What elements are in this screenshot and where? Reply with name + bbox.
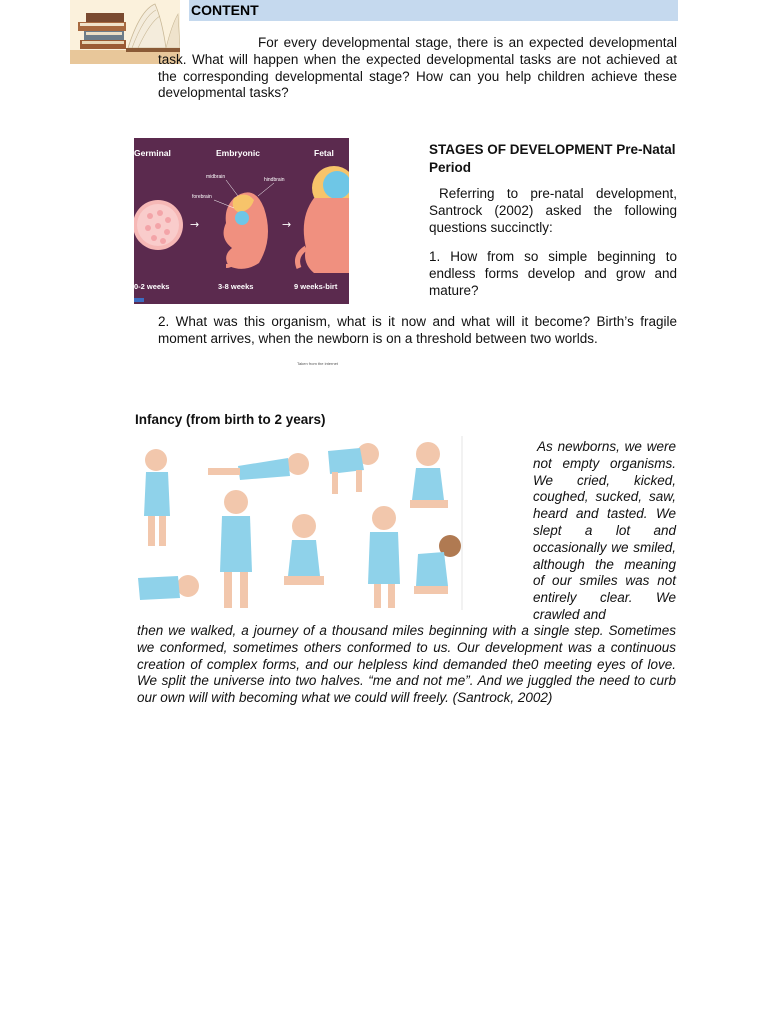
stage-weeks-fetal: 9 weeks-birt bbox=[294, 282, 338, 291]
embryo-part-hindbrain: hindbrain bbox=[264, 177, 285, 183]
svg-text:→: → bbox=[282, 218, 292, 231]
image-caption: Taken from the internet bbox=[297, 361, 338, 366]
question-2: 2. What was this organism, what is it now and what will it become? Birth’s fragile moment arrives, when the newborn is on a threshold between two worlds. bbox=[158, 314, 677, 346]
intro-text: For every developmental stage, there is an expected developmental task. What will happen when the expected developmental tasks are not achieved at the corresponding developmental stage? How can you help children achieve these developmental tasks? bbox=[158, 35, 677, 101]
stages-heading bbox=[429, 141, 679, 176]
stages-heading-text: STAGES OF DEVELOPMENT Pre-Natal Period bbox=[429, 142, 676, 175]
embryo-part-forebrain: forebrain bbox=[192, 194, 212, 200]
prenatal-stages-image bbox=[134, 138, 349, 304]
question-1: 1. How from so simple beginning to endless forms develop and grow and mature? bbox=[429, 249, 677, 298]
referring-paragraph: Referring to pre-natal development, Santrock (2002) asked the following questions succinctly: bbox=[429, 186, 677, 235]
stage-weeks-embryonic: 3-8 weeks bbox=[218, 282, 254, 291]
content-header-bar bbox=[189, 0, 678, 21]
infancy-babies-image bbox=[128, 436, 466, 610]
stage-weeks-germinal: 0-2 weeks bbox=[134, 282, 170, 291]
embryo-part-midbrain: midbrain bbox=[206, 174, 226, 180]
intro-paragraph bbox=[158, 35, 677, 102]
infancy-full-paragraph: then we walked, a journey of a thousand miles beginning with a single step. Sometimes we conformed, sometimes others conformed to us. Our development was a continuous creation of complex forms, and our helpless kind demanded the0 meeting eyes of love. We split the universe into two halves. “me and not me”. And we juggled the need to curb our own will with becoming what we could will freely. (Santrock, 2002) bbox=[137, 623, 676, 706]
stage-label-fetal: Fetal bbox=[314, 148, 334, 158]
content-header-title: CONTENT bbox=[191, 2, 259, 18]
stage-label-embryonic: Embryonic bbox=[216, 148, 260, 158]
infancy-side-paragraph: As newborns, we were not empty organisms. We cried, kicked, coughed, sucked, saw, heard and tasted. We slept a lot and occasionally we smiled, although the meaning of our smiles was not entirely clear. We crawled and bbox=[533, 439, 676, 622]
infancy-heading: Infancy (from birth to 2 years) bbox=[135, 412, 326, 427]
stage-label-germinal: Germinal bbox=[134, 148, 171, 158]
svg-text:→: → bbox=[190, 218, 200, 231]
